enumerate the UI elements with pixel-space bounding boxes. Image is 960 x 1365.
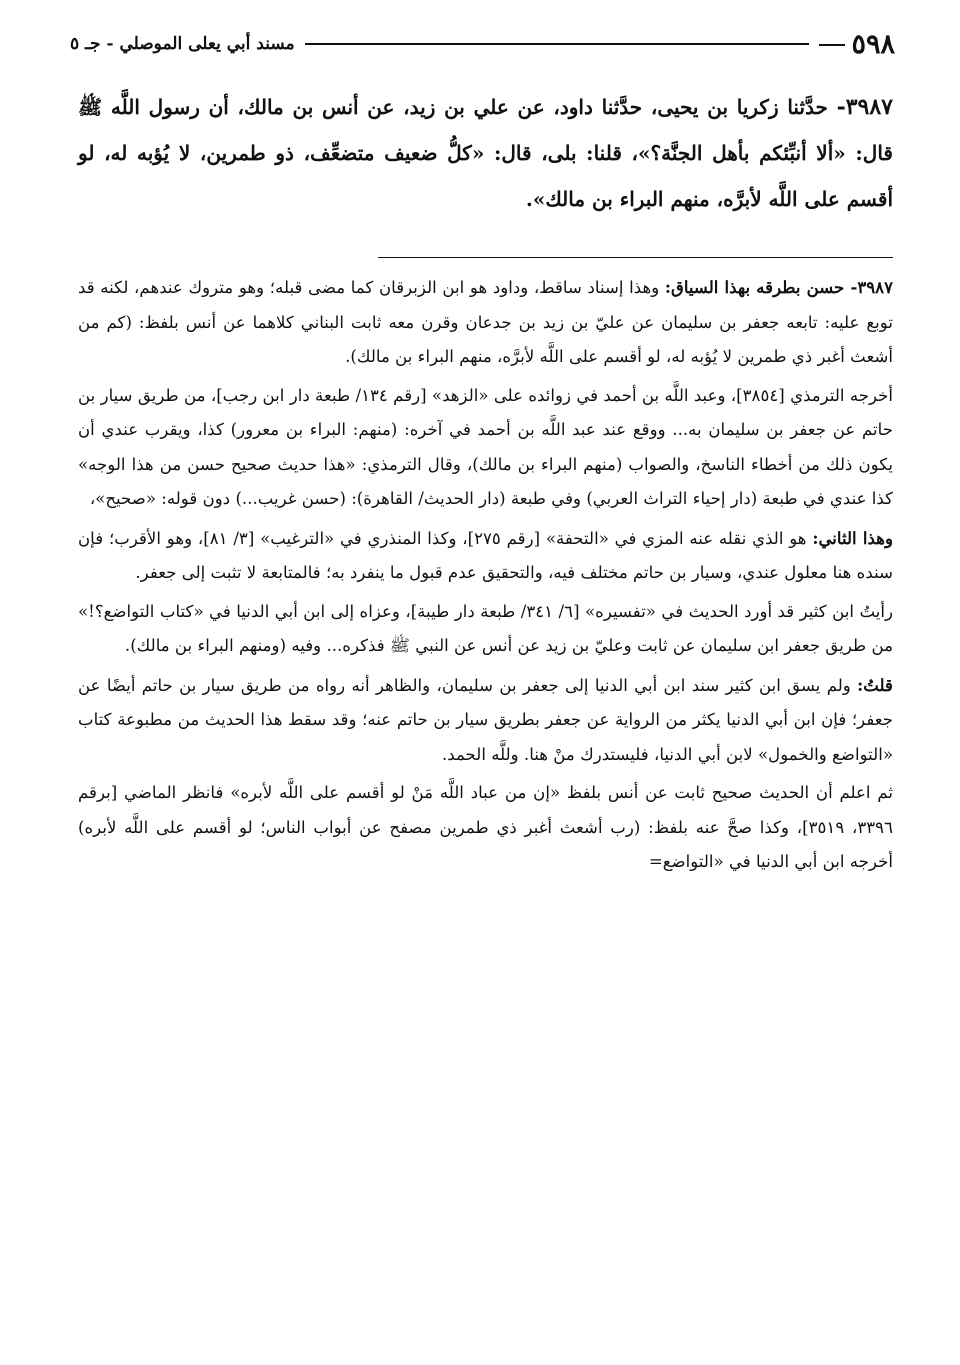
footnote-paragraph [78, 668, 893, 773]
page-number-text: ٥٩٨ [851, 28, 895, 60]
note-text: هو الذي نقله عنه المزي في «التحفة» [رقم ٢٧٥]، وكذا المنذري في «الترغيب» [٣/ ٨١]، وهو الأقرب؛ فإن سنده هنا معلول عندي، وسيار بن حاتم مختلف فيه، والتحقيق عدم قبول ما ينفرد به؛ فالمتابعة لا تثبت إلى جعفر. [78, 528, 893, 582]
note-intro: ٣٩٨٧- حسن بطرقه بهذا السياق: [664, 277, 893, 297]
note-text: ولم يسق ابن كثير سند ابن أبي الدنيا إلى جعفر بن سليمان، والظاهر أنه رواه من طريق سيار بن حاتم أيضًا عن جعفر؛ فإن ابن أبي الدنيا يكثر من الرواية عن جعفر بطريق سيار بن حاتم عنه؛ وقد سقط هذا الحديث من مطبوعة كتاب «التواضع والخمول» لابن أبي الدنيا، فليستدرك منْ هنا. وللَّه الحمد. [78, 675, 893, 764]
footnote-paragraph [78, 270, 893, 375]
note-text: رأيتُ ابن كثير قد أورد الحديث في «تفسيره» [٦/ ٣٤١/ طبعة دار طيبة]، وعزاه إلى ابن أبي الدنيا في «كتاب التواضع؟!» من طريق جعفر ابن سليمان عن ثابت وعليّ بن زيد عن أنس عن النبي ﷺ فذكره... وفيه (ومنهم البراء بن مالك). [78, 601, 893, 655]
footnote-paragraph [78, 521, 893, 591]
hadith-text [78, 84, 893, 222]
footnote-paragraph [78, 776, 893, 880]
header-dash [819, 44, 845, 46]
note-intro: وهذا الثاني: [812, 527, 894, 548]
page-number [819, 29, 895, 60]
header-rule [305, 43, 810, 45]
note-intro: قلتُ: [857, 674, 893, 695]
hadith-number: ٣٩٨٧- [836, 94, 893, 120]
note-text: أخرجه الترمذي [٣٨٥٤]، وعبد اللَّه بن أحمد في زوائده على «الزهد» [رقم ١٣٤/ طبعة دار ابن رجب]، من طريق سيار بن حاتم عن جعفر بن سليمان به... ووقع عند عبد اللَّه بن أحمد في آخره: (منهم: البراء بن معرور) كذا، ويقرب عندي أن يكون ذلك من أخطاء الناسخ، والصواب (منهم البراء بن مالك)، وقال الترمذي: «هذا حديث صحيح حسن من هذا الوجه» كذا عندي في طبعة (دار إحياء التراث العربي) وفي طبعة (دار الحديث/ القاهرة): (حسن غريب...) دون قوله: «صحيح»، [78, 385, 893, 508]
note-text: ثم اعلم أن الحديث صحيح ثابت عن أنس بلفظ «إن من عباد اللَّه مَنْ لو أقسم على اللَّه لأبره» فانظر الماضي [برقم ٣٣٩٦، ٣٥١٩]، وكذا صحَّ عنه بلفظ: (رب أشعث أغبر ذي طمرين مصفح عن أبواب الناس؛ لو أقسم على اللَّه لأبره) أخرجه ابن أبي الدنيا في «التواضع= [78, 783, 893, 871]
note-text: وهذا إسناد ساقط، وداود هو ابن الزبرقان كما مضى قبله؛ وهو متروك عندهم، لكنه قد توبع عليه: تابعه جعفر بن سليمان عن عليّ بن زيد بن جدعان وقرن معه ثابت البناني كلاهما عن أنس بلفظ: (كم من أشعث أغبر ذي طمرين لا يُؤبه له، لو أقسم على اللَّه لأبرَّه، منهم البراء بن مالك). [78, 278, 893, 366]
footnote-divider [378, 257, 893, 258]
footnotes [78, 270, 893, 884]
page-header [70, 26, 895, 62]
footnote-paragraph [78, 595, 893, 664]
book-title: مسند أبي يعلى الموصلي - جـ ٥ [70, 34, 295, 54]
footnote-paragraph [78, 379, 893, 517]
hadith-body: حدَّثنا زكريا بن يحيى، حدَّثنا داود، عن علي بن زيد، عن أنس بن مالك، أن رسول اللَّه ﷺ قال: «ألا أنبِّئكم بأهل الجنَّة؟»، قلنا: بلى، قال: «كلُّ ضعيف متضعِّف، ذو طمرين، لا يُؤبه له، لو أقسم على اللَّه لأبرَّه، منهم البراء بن مالك». [78, 95, 893, 211]
